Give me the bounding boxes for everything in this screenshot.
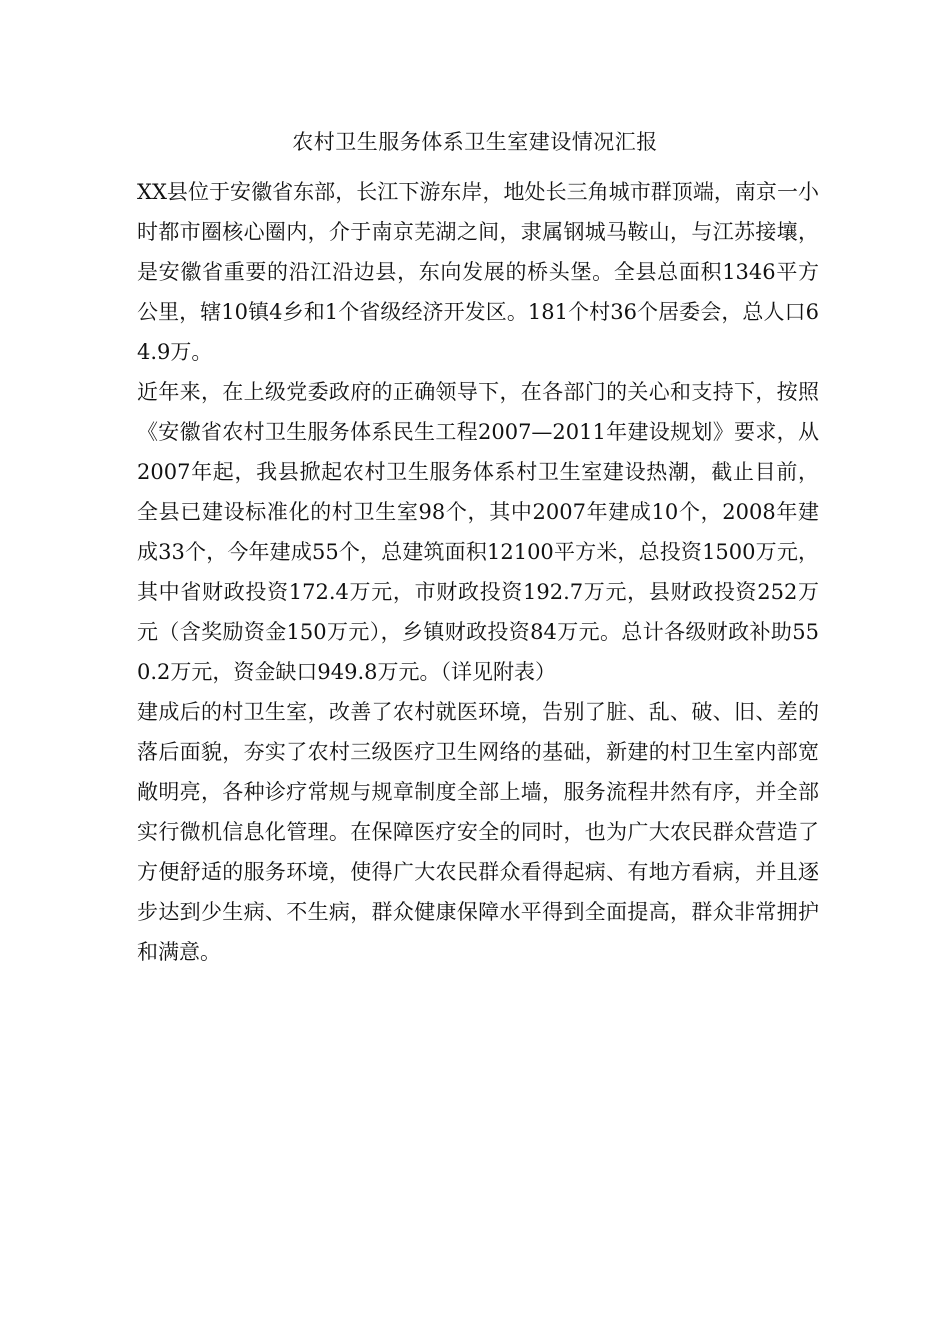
document-title: 农村卫生服务体系卫生室建设情况汇报 [292,130,658,154]
paragraph-outcomes: 建成后的村卫生室，改善了农村就医环境，告别了脏、乱、破、旧、差的落后面貌，夯实了农村三级医疗卫生网络的基础，新建的村卫生室内部宽敞明亮，各种诊疗常规与规章制度全部上墙，服务流程井然有序，并全部实行微机信息化管理。在保障医疗安全的同时，也为广大农民群众营造了方便舒适的服务环境，使得广大农民群众看得起病、有地方看病，并且逐步达到少生病、不生病，群众健康保障水平得到全面提高，群众非常拥护和满意。 [137,700,819,964]
document-body [137,172,819,972]
paragraph-county-overview: XX县位于安徽省东部，长江下游东岸，地处长三角城市群顶端，南京一小时都市圈核心圈内，介于南京芜湖之间，隶属钢城马鞍山，与江苏接壤，是安徽省重要的沿江沿边县，东向发展的桥头堡。全县总面积1346平方公里，辖10镇4乡和1个省级经济开发区。181个村36个居委会，总人口64.9万。 [137,180,819,364]
paragraph-construction-progress: 近年来，在上级党委政府的正确领导下，在各部门的关心和支持下，按照《安徽省农村卫生服务体系民生工程2007—2011年建设规划》要求，从2007年起，我县掀起农村卫生服务体系村卫生室建设热潮，截止目前，全县已建设标准化的村卫生室98个，其中2007年建成10个，2008年建成33个，今年建成55个，总建筑面积12100平方米，总投资1500万元，其中省财政投资172.4万元，市财政投资192.7万元，县财政投资252万元（含奖励资金150万元），乡镇财政投资84万元。总计各级财政补助550.2万元，资金缺口949.8万元。（详见附表） [137,380,819,684]
